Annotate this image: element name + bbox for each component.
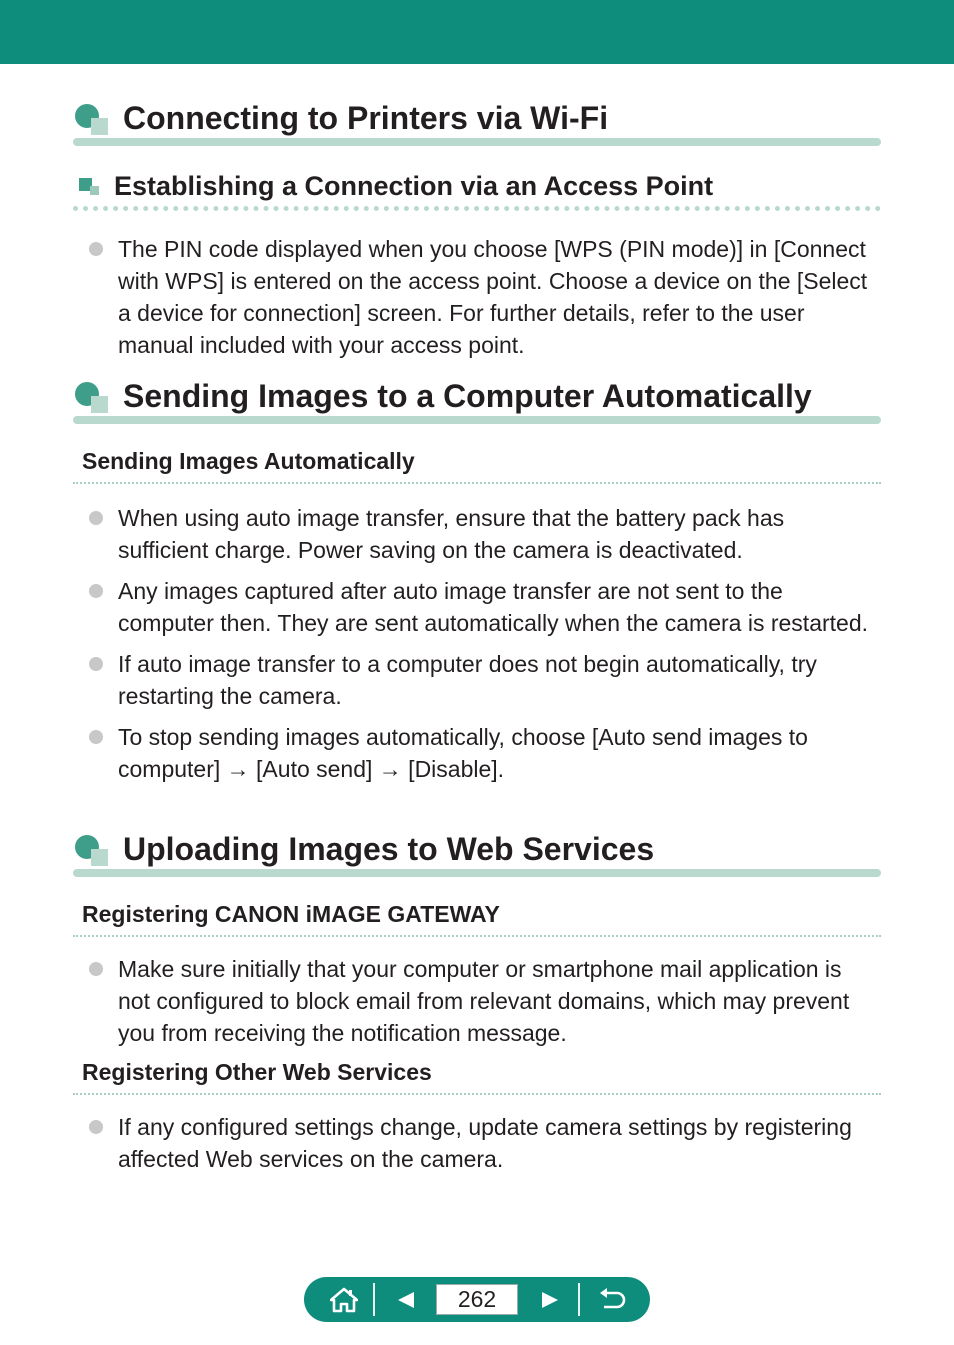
bullet-list <box>73 502 881 785</box>
subsection-heading-row <box>73 1057 881 1087</box>
list-item: Any images captured after auto image transfer are not sent to the computer then. They are sent automatically when the camera is restarted. <box>73 575 881 639</box>
subsection-heading: Establishing a Connection via an Access Point <box>114 171 714 201</box>
bullet-dot-icon <box>89 657 103 671</box>
section-bullet-icon <box>73 835 109 865</box>
subsection-square-icon <box>79 178 99 196</box>
bullet-dot-icon <box>89 730 103 744</box>
next-arrow-icon <box>540 1290 560 1310</box>
subsection-heading: Registering CANON iMAGE GATEWAY <box>82 901 500 927</box>
section-title: Uploading Images to Web Services <box>123 831 655 867</box>
subsection-heading: Sending Images Automatically <box>82 448 415 474</box>
section-title: Connecting to Printers via Wi-Fi <box>123 100 609 136</box>
next-page-button[interactable] <box>528 1277 572 1322</box>
bullet-list <box>73 233 881 361</box>
section-title: Sending Images to a Computer Automatically <box>123 378 812 414</box>
bullet-dot-icon <box>89 1120 103 1134</box>
section-bullet-icon <box>73 104 109 134</box>
list-item: To stop sending images automatically, choose [Auto send images to computer] → [Auto send] → [Disable]. <box>73 721 881 785</box>
subsection-heading-row <box>73 170 881 202</box>
header-bar <box>0 0 954 64</box>
home-icon <box>330 1287 358 1313</box>
page-number: 262 <box>436 1284 518 1315</box>
section-rule <box>73 416 881 424</box>
section-web-services <box>73 829 881 1184</box>
list-item: If any configured settings change, update camera settings by registering affected Web services on the camera. <box>73 1111 881 1175</box>
section-title-row <box>73 98 881 138</box>
previous-arrow-icon <box>396 1290 416 1310</box>
return-button[interactable] <box>588 1277 636 1322</box>
bullet-list <box>73 1111 881 1175</box>
dotted-divider <box>73 935 881 937</box>
bullet-dot-icon <box>89 962 103 976</box>
bullet-list <box>73 953 881 1049</box>
subsection-heading-row <box>73 899 881 929</box>
subsection-heading: Registering Other Web Services <box>82 1059 432 1085</box>
bullet-dot-icon <box>89 584 103 598</box>
page-navigation-bar <box>304 1277 650 1322</box>
previous-page-button[interactable] <box>384 1277 428 1322</box>
dotted-divider <box>73 1093 881 1095</box>
section-title-row <box>73 376 881 416</box>
section-title-row <box>73 829 881 869</box>
home-button[interactable] <box>322 1277 366 1322</box>
bullet-dot-icon <box>89 242 103 256</box>
dotted-divider <box>73 482 881 484</box>
section-computer <box>73 376 881 794</box>
list-item: When using auto image transfer, ensure that the battery pack has sufficient charge. Power saving on the camera is deactivated. <box>73 502 881 566</box>
bullet-dot-icon <box>89 511 103 525</box>
section-printers <box>73 98 881 370</box>
subsection-heading-row <box>73 446 881 476</box>
section-bullet-icon <box>73 382 109 412</box>
nav-separator <box>578 1283 580 1316</box>
return-icon <box>598 1288 626 1312</box>
list-item: If auto image transfer to a computer does not begin automatically, try restarting the camera. <box>73 648 881 712</box>
nav-separator <box>373 1283 375 1316</box>
dotted-divider <box>73 206 881 211</box>
section-rule <box>73 138 881 146</box>
list-item: Make sure initially that your computer or smartphone mail application is not configured to block email from relevant domains, which may prevent you from receiving the notification message. <box>73 953 881 1049</box>
list-item: The PIN code displayed when you choose [WPS (PIN mode)] in [Connect with WPS] is entered on the access point. Choose a device on the [Select a device for connection] screen. For further details, refer to the user manual included with your access point. <box>73 233 881 361</box>
section-rule <box>73 869 881 877</box>
